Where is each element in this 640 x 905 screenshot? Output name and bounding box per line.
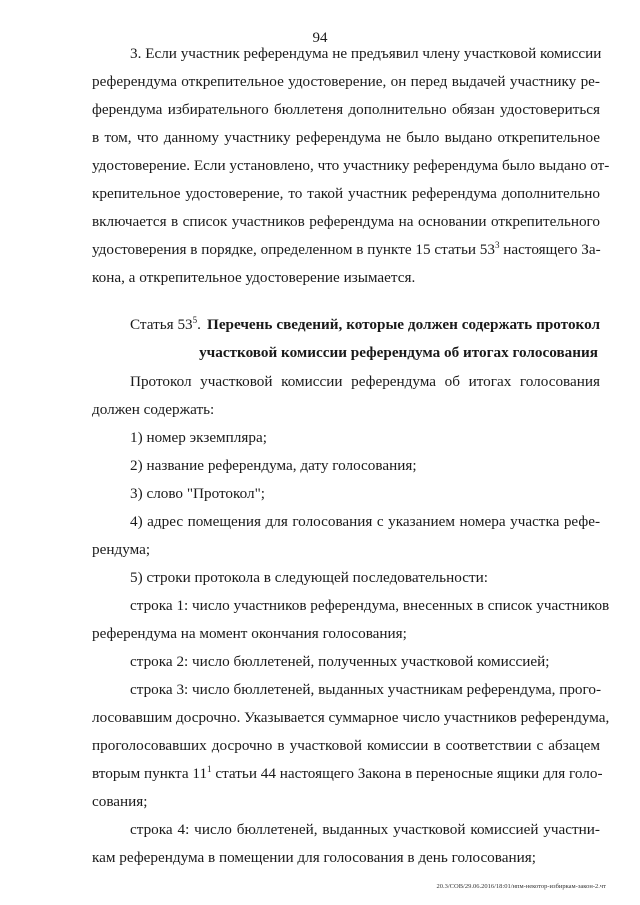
article-title-line-1: Перечень сведений, которые должен содержать протокол [207, 316, 600, 333]
protocol-row-line: строка 3: число бюллетеней, выданных участникам референдума, прого- [130, 681, 602, 698]
paragraph-line: в том, что данному участнику референдума не было выдано открепительное [92, 129, 600, 146]
list-item: 4) адрес помещения для голосования с указанием номера участка рефе- [130, 513, 600, 530]
intro-line: должен содержать: [92, 401, 215, 418]
paragraph-line: ферендума избирательного бюллетеня дополнительно обязан удостовериться [92, 101, 600, 118]
list-item-continuation: рендума; [92, 541, 151, 558]
protocol-row-line: строка 2: число бюллетеней, полученных участковой комиссией; [130, 653, 550, 670]
list-item: 2) название референдума, дату голосования; [130, 457, 417, 474]
protocol-row-line-with-superscript: вторым пункта $11^1$ статьи 44 настоящего Закона в переносные ящики для голо- [92, 764, 603, 782]
protocol-row-line: сования; [92, 793, 148, 810]
page-number: 94 [312, 30, 328, 46]
protocol-row-line: лосовавшим досрочно. Указывается суммарное число участников референдума, [92, 709, 610, 726]
intro-line: Протокол участковой комиссии референдума об итогах голосования [130, 373, 600, 390]
list-item: 5) строки протокола в следующей последовательности: [130, 569, 488, 586]
protocol-row-line: кам референдума в помещении для голосования в день голосования; [92, 849, 536, 866]
paragraph-line-with-superscript: удостоверения в порядке, определенном в пункте 15 статьи $53^3$ настоящего За- [92, 240, 601, 258]
protocol-row-line: строка 1: число участников референдума, внесенных в список участников [130, 597, 610, 614]
file-footer: 20.3/СОВ/29.06.2016/18:01/нпм-некотор-избиркам-закон-2.чт [436, 883, 606, 890]
article-title-line-2: участковой комиссии референдума об итогах голосования [199, 344, 598, 361]
list-item: 3) слово "Протокол"; [130, 485, 266, 502]
paragraph-line: референдума открепительное удостоверение, он перед выдачей участнику ре- [92, 73, 600, 90]
article-label: Статья $53^5$. [130, 315, 201, 333]
superscript: 3 [495, 240, 500, 250]
paragraph-line: кона, а открепительное удостоверение изымается. [92, 269, 416, 286]
protocol-row-line: проголосовавших досрочно в участковой комиссии в соответствии с абзацем [92, 737, 600, 754]
protocol-row-line: строка 4: число бюллетеней, выданных участковой комиссией участни- [130, 821, 600, 838]
paragraph-line: 3. Если участник референдума не предъявил члену участковой комиссии [130, 45, 602, 62]
protocol-row-line: референдума на момент окончания голосования; [92, 625, 407, 642]
paragraph-line: включается в список участников референдума на основании открепительного [92, 213, 600, 230]
paragraph-line: крепительное удостоверение, то такой участник референдума дополнительно [92, 185, 600, 202]
paragraph-line: удостоверение. Если установлено, что участнику референдума было выдано от- [92, 157, 610, 174]
superscript: 5 [192, 315, 198, 325]
list-item: 1) номер экземпляра; [130, 429, 267, 446]
superscript: 1 [207, 764, 212, 774]
